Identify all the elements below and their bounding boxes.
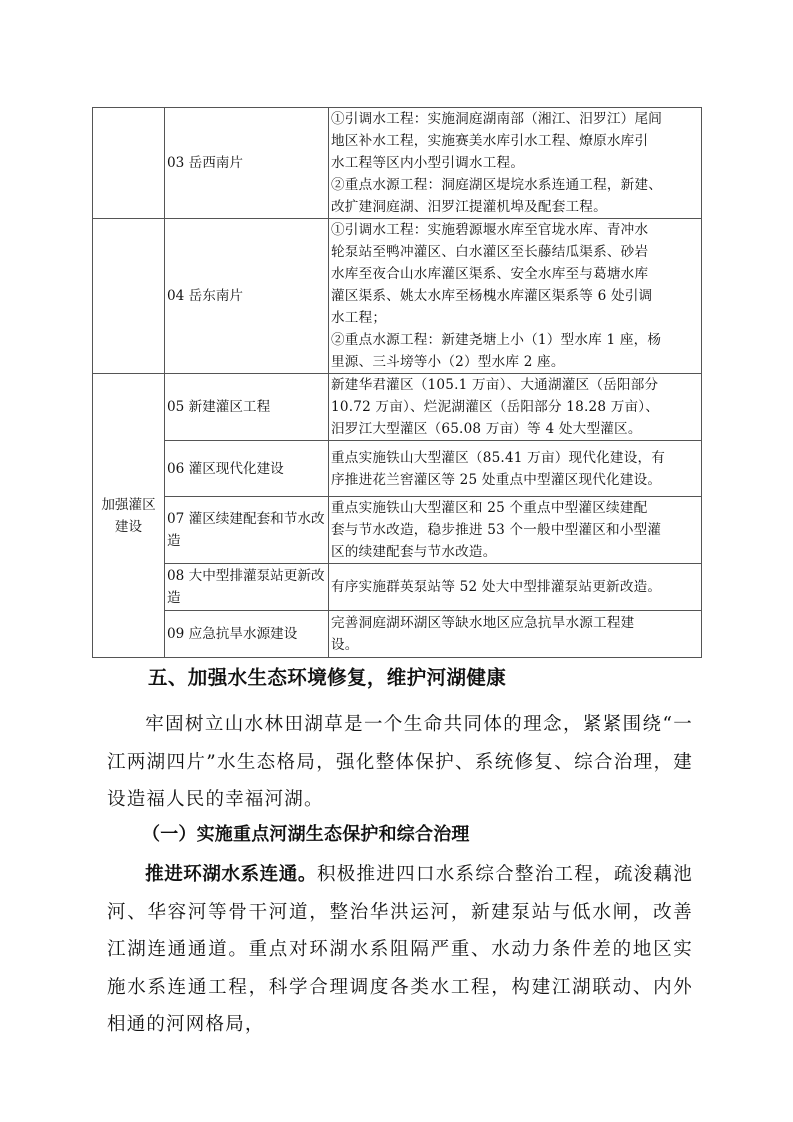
paragraph-lead: 推进环湖水系连通。 [145, 864, 317, 885]
table-row [93, 374, 702, 441]
description-line: 灌区渠系、姚太水库至杨槐水库灌区渠系等 6 处引调 [331, 288, 653, 304]
table-row [93, 219, 702, 374]
description-line: 水工程等区内小型引调水工程。 [331, 155, 525, 171]
description-line: 水工程； [331, 310, 387, 326]
description-line: 水库至夜合山水库灌区渠系、安全水库至与葛塘水库 [331, 266, 649, 282]
description-line: 地区补水工程，实施赛美水库引水工程、燎原水库引 [331, 133, 649, 149]
item-cell: 04 岳东南片 [165, 219, 329, 374]
table-row [93, 564, 702, 611]
description-line: 轮泵站至鸭冲灌区、白水灌区至长藤结瓜渠系、砂岩 [331, 244, 649, 260]
description-line: ②重点水源工程：新建尧塘上小（1）型水库 1 座，杨 [331, 332, 662, 348]
item-cell: 09 应急抗旱水源建设 [165, 611, 329, 658]
intro-text: 牢固树立山水林田湖草是一个生命共同体的理念，紧紧围绕“一江两湖四片”水生态格局，强化整体保护、系统修复、综合治理，建设造福人民的幸福河湖。 [107, 714, 693, 811]
description-line: 套与节水改造，稳步推进 53 个一般中型灌区和小型灌 [331, 522, 662, 538]
description-cell [329, 564, 702, 611]
category-cell [93, 219, 165, 374]
item-cell: 05 新建灌区工程 [165, 374, 329, 441]
description-line: 设。 [331, 637, 359, 653]
description-line: ②重点水源工程：洞庭湖区堤垸水系连通工程，新建、 [331, 177, 663, 193]
description-line: 重点实施铁山大型灌区（85.41 万亩）现代化建设，有 [331, 449, 666, 466]
description-line: 里源、三斗塝等小（2）型水库 2 座。 [331, 354, 565, 370]
subsection-heading: （一）实施重点河湖生态保护和综合治理 [142, 824, 470, 845]
description-cell [329, 219, 702, 374]
description-cell [329, 441, 702, 497]
paragraph-body: 积极推进四口水系综合整治工程，疏浚藕池河、华容河等骨干河道，整治华洪运河，新建泵站与低水闸，改善江湖连通通道。重点对环湖水系阻隔严重、水动力条件差的地区实施水系连通工程，科学合理调度各类水工程，构建江湖联动、内外相通的河网格局， [107, 864, 693, 1036]
description-line: 汨罗江大型灌区（65.08 万亩）等 4 处大型灌区。 [331, 421, 642, 437]
category-cell: 加强灌区建设 [93, 374, 165, 658]
item-cell: 06 灌区现代化建设 [165, 441, 329, 497]
table-row [93, 108, 702, 219]
table-row [93, 611, 702, 658]
table-row [93, 497, 702, 564]
description-cell [329, 108, 702, 219]
intro-paragraph [107, 706, 693, 819]
description-line: 序推进花兰窖灌区等 25 处重点中型灌区现代化建设。 [331, 471, 662, 488]
project-table [92, 107, 702, 658]
description-line: 区的续建配套与节水改造。 [331, 544, 497, 560]
item-cell: 03 岳西南片 [165, 108, 329, 219]
table-row [93, 441, 702, 497]
description-line: 重点实施铁山大型灌区和 25 个重点中型灌区续建配 [331, 500, 648, 516]
description-cell [329, 611, 702, 658]
category-cell [93, 108, 165, 219]
item-cell: 07 灌区续建配套和节水改造 [165, 497, 329, 564]
section-heading: 五、加强水生态环境修复，维护河湖健康 [148, 666, 507, 689]
description-line: ①引调水工程：实施洞庭湖南部（湘江、汨罗江）尾闾 [331, 111, 663, 127]
description-line: 10.72 万亩）、烂泥湖灌区（岳阳部分 18.28 万亩）、 [331, 399, 660, 415]
description-cell [329, 497, 702, 564]
body-paragraph [107, 856, 693, 1044]
description-line: ①引调水工程：实施碧源堰水库至官垅水库、青冲水 [331, 222, 649, 238]
item-cell: 08 大中型排灌泵站更新改造 [165, 564, 329, 611]
description-line: 改扩建洞庭湖、汨罗江提灌机埠及配套工程。 [331, 199, 607, 215]
description-line: 有序实施群英泵站等 52 处大中型排灌泵站更新改造。 [331, 579, 662, 595]
description-cell [329, 374, 702, 441]
description-line: 完善洞庭湖环湖区等缺水地区应急抗旱水源工程建 [331, 615, 635, 631]
description-line: 新建华君灌区（105.1 万亩）、大通湖灌区（岳阳部分 [331, 377, 659, 393]
